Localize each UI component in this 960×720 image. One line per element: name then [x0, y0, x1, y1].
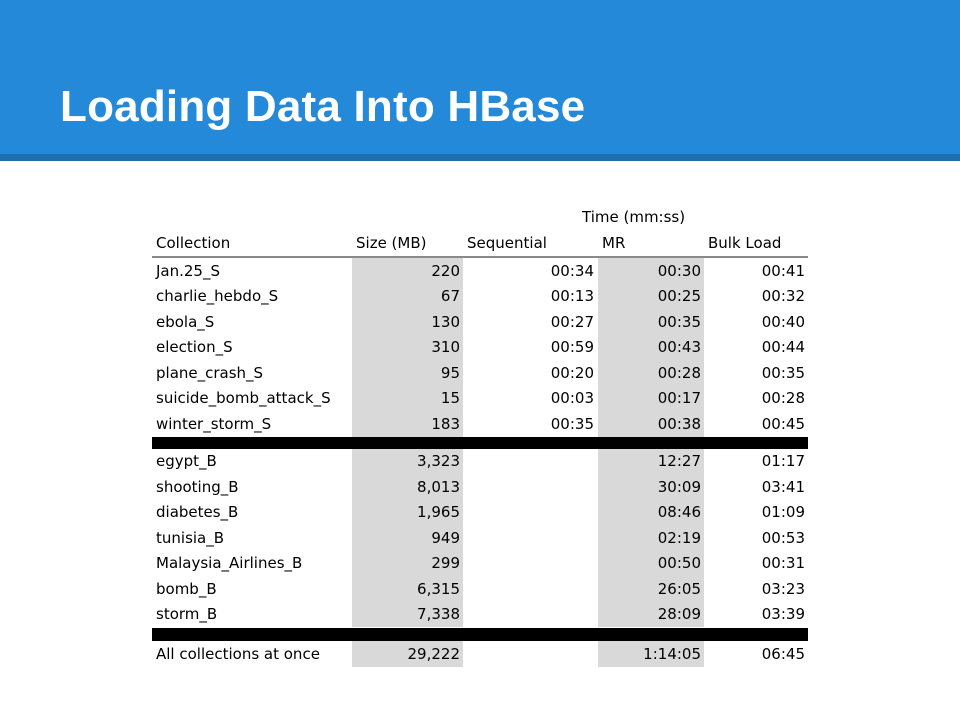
size-cell: 299: [352, 551, 463, 577]
collection-cell: suicide_bomb_attack_S: [156, 389, 331, 408]
table-row: [152, 641, 808, 667]
bulk-load-cell: 00:35: [761, 363, 805, 382]
table-row: [152, 411, 808, 437]
size-cell: 220: [352, 258, 463, 284]
table-row: [152, 360, 808, 386]
group-separator: [152, 437, 808, 449]
size-cell: 95: [352, 360, 463, 386]
collection-cell: Jan.25_S: [156, 261, 220, 280]
bulk-load-cell: 00:41: [761, 261, 805, 280]
table-row: [152, 525, 808, 551]
collection-cell: winter_storm_S: [156, 414, 272, 433]
col-sequential: Sequential: [467, 234, 547, 252]
bulk-load-cell: 01:09: [761, 503, 805, 522]
small-collections-group: [152, 258, 808, 437]
bulk-load-cell: 00:31: [761, 554, 805, 573]
collection-cell: Malaysia_Airlines_B: [156, 554, 303, 573]
bulk-load-cell: 00:32: [761, 287, 805, 306]
collection-cell: ebola_S: [156, 312, 215, 331]
collection-cell: bomb_B: [156, 579, 217, 598]
table-row: [152, 602, 808, 628]
sequential-cell: [463, 449, 598, 475]
table-row: [152, 309, 808, 335]
sequential-cell: 00:13: [550, 287, 594, 306]
bulk-load-cell: 03:23: [761, 579, 805, 598]
collection-cell: All collections at once: [156, 644, 320, 663]
size-cell: 183: [352, 411, 463, 437]
table-group-header-row: [152, 203, 808, 230]
table-row: [152, 449, 808, 475]
size-cell: 7,338: [352, 602, 463, 628]
mr-cell: 26:05: [598, 576, 704, 602]
header-shadow: [0, 154, 960, 161]
bulk-load-cell: 03:41: [761, 477, 805, 496]
bulk-load-cell: 00:44: [761, 338, 805, 357]
sequential-cell: 00:27: [550, 312, 594, 331]
mr-cell: 00:28: [598, 360, 704, 386]
collection-cell: plane_crash_S: [156, 363, 264, 382]
mr-cell: 02:19: [598, 525, 704, 551]
sequential-cell: 00:35: [550, 414, 594, 433]
sequential-cell: [463, 576, 598, 602]
total-group: [152, 641, 808, 667]
sequential-cell: 00:59: [550, 338, 594, 357]
time-group-header: Time (mm:ss): [582, 207, 686, 226]
mr-cell: 08:46: [598, 500, 704, 526]
table-row: [152, 500, 808, 526]
mr-cell: 12:27: [598, 449, 704, 475]
table-row: [152, 258, 808, 284]
mr-cell: 00:50: [598, 551, 704, 577]
sequential-cell: 00:20: [550, 363, 594, 382]
size-cell: 949: [352, 525, 463, 551]
sequential-cell: 00:34: [550, 261, 594, 280]
bulk-load-cell: 00:28: [761, 389, 805, 408]
size-cell: 15: [352, 386, 463, 412]
slide-title: Loading Data Into HBase: [60, 82, 586, 131]
collection-cell: diabetes_B: [156, 503, 239, 522]
bulk-load-cell: 00:53: [761, 528, 805, 547]
mr-cell: 00:38: [598, 411, 704, 437]
table-row: [152, 335, 808, 361]
big-collections-group: [152, 449, 808, 628]
size-cell: 1,965: [352, 500, 463, 526]
bulk-load-cell: 06:45: [761, 644, 805, 663]
mr-cell: 00:30: [598, 258, 704, 284]
sequential-cell: [463, 602, 598, 628]
collection-cell: shooting_B: [156, 477, 239, 496]
collection-cell: charlie_hebdo_S: [156, 287, 279, 306]
mr-cell: 28:09: [598, 602, 704, 628]
sequential-cell: [463, 551, 598, 577]
table-header-row: [152, 230, 808, 258]
col-collection: Collection: [156, 234, 231, 252]
size-cell: 29,222: [352, 641, 463, 667]
col-bulk-load: Bulk Load: [708, 234, 782, 252]
collection-cell: election_S: [156, 338, 233, 357]
table-row: [152, 551, 808, 577]
sequential-cell: [463, 641, 598, 667]
mr-cell: 00:43: [598, 335, 704, 361]
size-cell: 3,323: [352, 449, 463, 475]
total-separator: [152, 628, 808, 641]
sequential-cell: 00:03: [550, 389, 594, 408]
table-row: [152, 576, 808, 602]
bulk-load-cell: 01:17: [761, 452, 805, 471]
collection-cell: storm_B: [156, 605, 218, 624]
collection-cell: tunisia_B: [156, 528, 225, 547]
hbase-load-table: [152, 203, 808, 667]
size-cell: 67: [352, 284, 463, 310]
mr-cell: 30:09: [598, 474, 704, 500]
sequential-cell: [463, 525, 598, 551]
mr-cell: 00:35: [598, 309, 704, 335]
col-size: Size (MB): [356, 234, 427, 252]
collection-cell: egypt_B: [156, 452, 217, 471]
sequential-cell: [463, 474, 598, 500]
mr-cell: 00:25: [598, 284, 704, 310]
table-row: [152, 474, 808, 500]
size-cell: 310: [352, 335, 463, 361]
col-mr: MR: [602, 234, 626, 252]
table-row: [152, 386, 808, 412]
bulk-load-cell: 00:45: [761, 414, 805, 433]
sequential-cell: [463, 500, 598, 526]
table-row: [152, 284, 808, 310]
bulk-load-cell: 00:40: [761, 312, 805, 331]
size-cell: 130: [352, 309, 463, 335]
mr-cell: 00:17: [598, 386, 704, 412]
size-cell: 8,013: [352, 474, 463, 500]
mr-cell: 1:14:05: [598, 641, 704, 667]
size-cell: 6,315: [352, 576, 463, 602]
bulk-load-cell: 03:39: [761, 605, 805, 624]
